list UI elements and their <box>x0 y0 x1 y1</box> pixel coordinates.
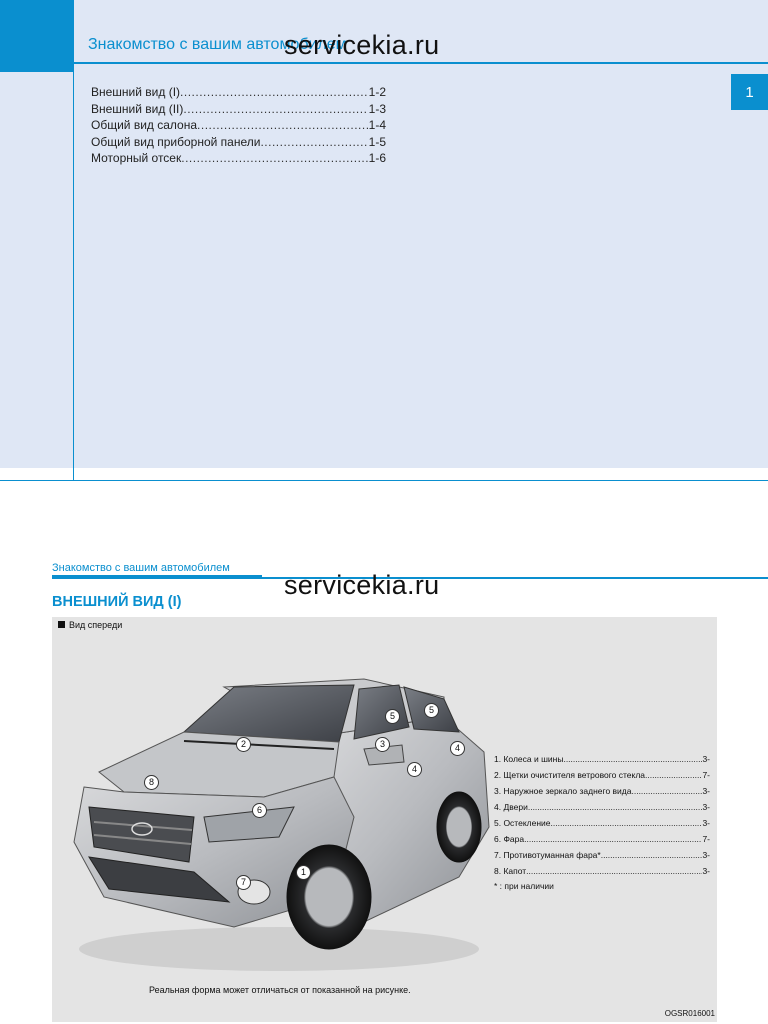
margin-rule <box>73 72 74 480</box>
toc-item[interactable] <box>91 101 386 118</box>
toc-leader <box>183 101 367 118</box>
toc-label: Внешний вид (I) <box>91 85 181 99</box>
callout-2: 2 <box>236 737 251 752</box>
toc-page: 1-2 <box>368 85 386 99</box>
title-rule <box>74 62 768 64</box>
chapter-title: Знакомство с вашим автомобилем <box>88 36 347 53</box>
legend-item[interactable]: 7. Противотуманная фара* ..... 3- <box>494 847 710 863</box>
square-bullet-icon <box>58 621 65 628</box>
legend-item[interactable]: 8. Капот ..... 3- <box>494 863 710 879</box>
callout-8: 8 <box>144 775 159 790</box>
figure-code: OGSR016001 <box>664 1009 715 1018</box>
legend-item[interactable]: 3. Наружное зеркало заднего вида ..... 3- <box>494 783 710 799</box>
chapter-tab[interactable] <box>731 74 768 110</box>
toc-label: Моторный отсек <box>91 151 182 165</box>
figure-disclaimer: Реальная форма может отличаться от показанной на рисунке. <box>149 985 411 995</box>
callout-5: 5 <box>424 703 439 718</box>
toc-item[interactable] <box>91 117 386 134</box>
legend-item[interactable]: 1. Колеса и шины ..... 3- <box>494 751 710 767</box>
toc-leader <box>197 117 368 134</box>
callout-4: 4 <box>450 741 465 756</box>
toc-label: Общий вид приборной панели <box>91 134 261 149</box>
toc-leader <box>181 150 367 167</box>
toc-label: Внешний вид (II) <box>91 101 184 116</box>
chapter-number: 1 <box>745 83 754 101</box>
toc-leader <box>260 134 367 151</box>
toc-page: 1-4 <box>368 118 386 132</box>
toc-page: 1-3 <box>368 101 386 116</box>
callout-6: 6 <box>252 803 267 818</box>
legend-item[interactable]: 4. Двери ..... 3- <box>494 799 710 815</box>
toc-page: 1-6 <box>368 151 386 165</box>
toc-item[interactable] <box>91 84 386 101</box>
parts-legend <box>494 751 710 891</box>
legend-footnote: * : при наличии <box>494 881 554 891</box>
callout-5: 5 <box>385 709 400 724</box>
page-background <box>0 0 768 468</box>
figure-caption: Вид спереди <box>58 620 122 630</box>
legend-item[interactable]: 2. Щетки очистителя ветрового стекла ..... 7- <box>494 767 710 783</box>
toc-item[interactable] <box>91 134 386 151</box>
toc-item[interactable] <box>91 150 386 167</box>
callout-4: 4 <box>407 762 422 777</box>
contents-page <box>0 0 768 480</box>
chapter-corner-block <box>0 0 74 72</box>
page-divider <box>0 480 768 481</box>
page-heading: ВНЕШНИЙ ВИД (I) <box>52 594 182 610</box>
section-label: Знакомство с вашим автомобилем <box>52 562 230 574</box>
section-rule-accent <box>52 575 262 577</box>
callout-3: 3 <box>375 737 390 752</box>
callout-7: 7 <box>236 875 251 890</box>
toc-leader <box>180 84 368 101</box>
toc-label: Общий вид салона <box>91 118 198 132</box>
figure-front-view <box>52 617 717 1022</box>
toc-page: 1-5 <box>368 134 386 149</box>
legend-item[interactable]: 5. Остекление ..... 3- <box>494 815 710 831</box>
watermark: servicekia.ru <box>284 570 440 600</box>
callout-1: 1 <box>296 865 311 880</box>
watermark: servicekia.ru <box>284 30 440 60</box>
legend-item[interactable]: 6. Фара ..... 7- <box>494 831 710 847</box>
table-of-contents <box>91 84 386 167</box>
